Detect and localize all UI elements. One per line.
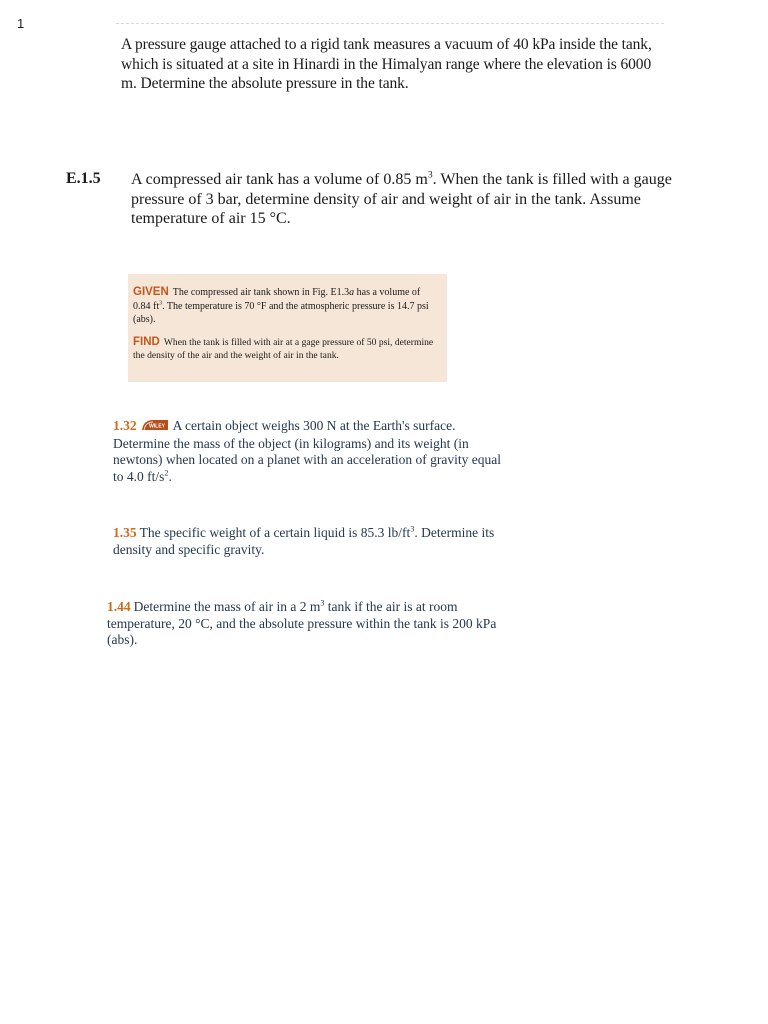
page-number: 1: [17, 16, 25, 31]
superscript: 3: [159, 300, 163, 307]
svg-text:WILEY: WILEY: [148, 423, 165, 430]
problem-1-32: [113, 418, 501, 485]
example-label: E.1.5: [66, 170, 101, 187]
problem-text-part: tank if the air is at room temperature, 20 °C, and the absolute pressure within the tank is 200 kPa (abs).: [107, 599, 497, 647]
given-find-box: [128, 274, 447, 382]
find-label: FIND: [133, 335, 160, 348]
superscript: 2: [164, 468, 169, 477]
find-paragraph: [133, 336, 439, 363]
superscript: 3: [410, 524, 415, 534]
problem-text-part: Determine the mass of air in a 2 m: [133, 599, 321, 614]
problem-text-part: The specific weight of a certain liquid is 85.3 lb/ft: [139, 525, 411, 540]
problem-1-44: [107, 599, 497, 649]
problem-number: 1.35: [113, 525, 137, 540]
problem-1-35: [113, 525, 501, 558]
example-text-part: . When the tank is filled with a gauge pressure of 3 bar, determine density of air and weight of air in the tank. Assume temperature of air 15 °C.: [131, 171, 672, 227]
find-text: When the tank is filled with air at a gage pressure of 50 psi, determine the density of the air and the weight of air in the tank.: [133, 336, 434, 361]
example-text-part: A compressed air tank has a volume of 0.85 m: [131, 171, 428, 188]
problem-text: A pressure gauge attached to a rigid tank measures a vacuum of 40 kPa inside the tank, which is situated at a site in Hinardi in the Himalyan range where the elevation is 6000 m. Determine the absolute pressure in the tank.: [121, 36, 652, 92]
given-text-part: . The temperature is 70 °F and the atmospheric pressure is 14.7 psi (abs).: [133, 300, 429, 325]
given-text-part: has a volume of 0.84 ft: [133, 287, 421, 312]
superscript: 3: [320, 598, 325, 608]
superscript: 3: [427, 169, 433, 181]
problem-text-part: .: [168, 468, 172, 484]
given-label: GIVEN: [133, 286, 169, 298]
wiley-go-icon: [140, 419, 170, 436]
given-paragraph: [133, 286, 439, 327]
top-divider: [116, 23, 664, 24]
problem-text-part: A certain object weighs 300 N at the Earth's surface. Determine the mass of the object (in kilograms) and its weight (in newtons) when located on a planet with an acceleration of gravity equal to 4.0 ft/s: [113, 418, 501, 484]
given-figure-letter: a: [349, 287, 355, 298]
problem-text-part: . Determine its density and specific gravity.: [113, 525, 495, 557]
problem-number: 1.44: [107, 599, 131, 614]
example-text: [131, 170, 676, 229]
given-text-part: The compressed air tank shown in Fig. E1.3: [172, 287, 350, 298]
problem-absolute-pressure: [121, 35, 666, 94]
problem-number: 1.32: [113, 418, 137, 433]
